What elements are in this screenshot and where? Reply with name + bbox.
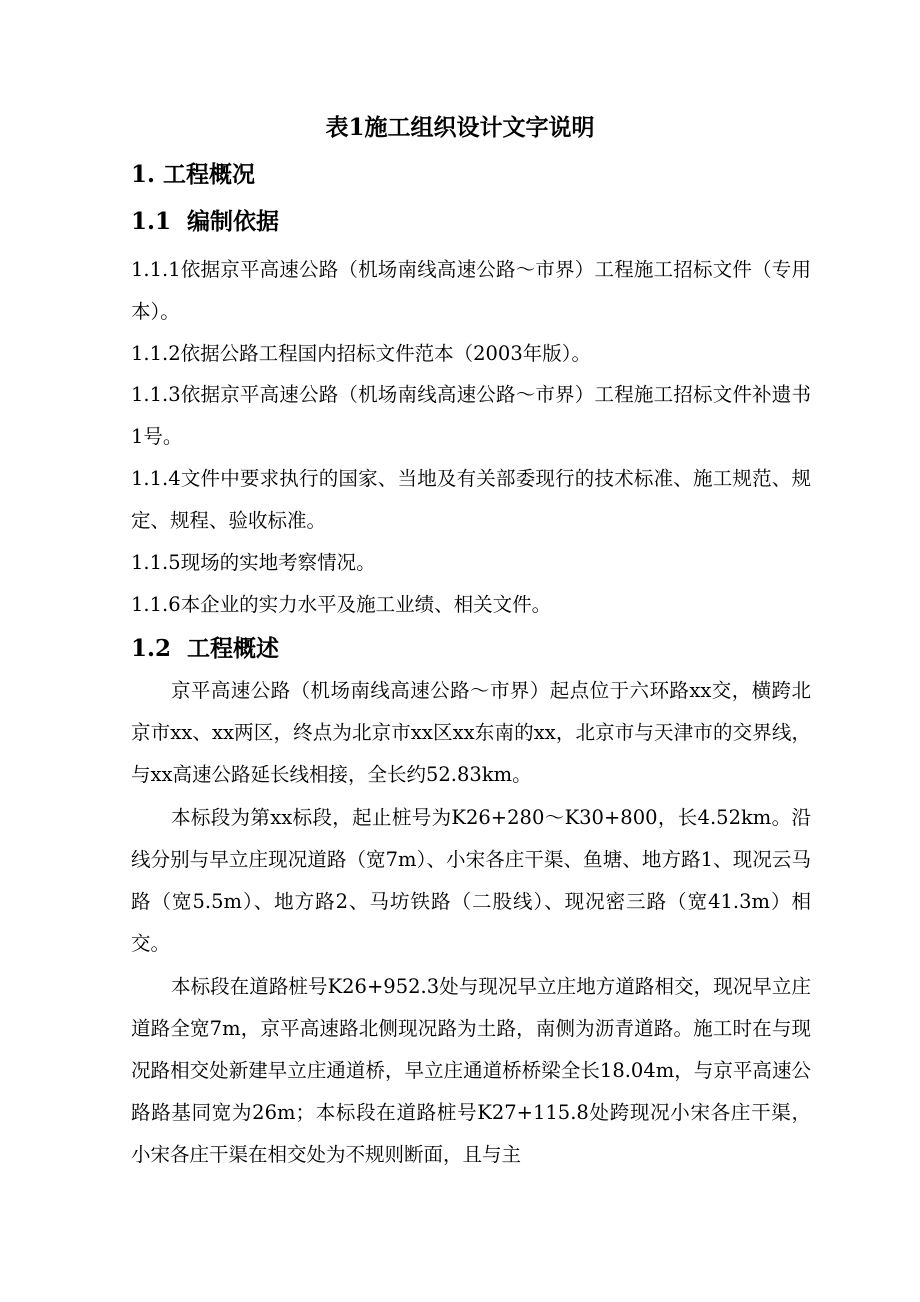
- subsection-heading-project-description: [131, 629, 279, 669]
- subsection-heading-compilation-basis: [131, 202, 279, 242]
- basis-item-1: 1.1.1依据京平高速公路（机场南线高速公路～市界）工程施工招标文件（专用本）。: [131, 258, 811, 323]
- subsection-title: 编制依据: [187, 208, 279, 235]
- section-heading-project-overview: 1. 工程概况: [131, 161, 256, 188]
- overview-paragraph-1: 京平高速公路（机场南线高速公路～市界）起点位于六环路xx交，横跨北京市xx、xx两区，终点为北京市xx区xx东南的xx，北京市与天津市的交界线，与xx高速公路延长线相接，全长约52.83km。: [131, 679, 811, 786]
- basis-item-2: 1.1.2依据公路工程国内招标文件范本（2003年版）。: [131, 342, 591, 365]
- basis-item-4: 1.1.4文件中要求执行的国家、当地及有关部委现行的技术标准、施工规范、规定、规程、验收标准。: [131, 467, 811, 532]
- subsection-number: 1.1: [131, 208, 172, 235]
- basis-item-6: 1.1.6本企业的实力水平及施工业绩、相关文件。: [131, 593, 552, 616]
- basis-item-5: 1.1.5现场的实地考察情况。: [131, 551, 376, 574]
- document-title: 表1施工组织设计文字说明: [325, 114, 595, 141]
- subsection-title: 工程概述: [187, 635, 279, 662]
- overview-paragraph-3: 本标段在道路桩号K26+952.3处与现况早立庄地方道路相交，现况早立庄道路全宽7m，京平高速路北侧现况路为土路，南侧为沥青道路。施工时在与现况路相交处新建早立庄通道桥，早立庄通道桥桥梁全长18.04m，与京平高速公路路基同宽为26m；本标段在道路桩号K27+115.8处跨现况小宋各庄干渠，小宋各庄干渠在相交处为不规则断面，且与主: [131, 975, 811, 1166]
- basis-item-3: 1.1.3依据京平高速公路（机场南线高速公路～市界）工程施工招标文件补遗书1号。: [131, 383, 811, 448]
- subsection-number: 1.2: [131, 635, 172, 662]
- overview-paragraph-2: 本标段为第xx标段，起止桩号为K26+280～K30+800，长4.52km。沿线分别与早立庄现况道路（宽7m）、小宋各庄干渠、鱼塘、地方路1、现况云马路（宽5.5m）、地方路2、马坊铁路（二股线）、现况密三路（宽41.3m）相交。: [131, 806, 811, 955]
